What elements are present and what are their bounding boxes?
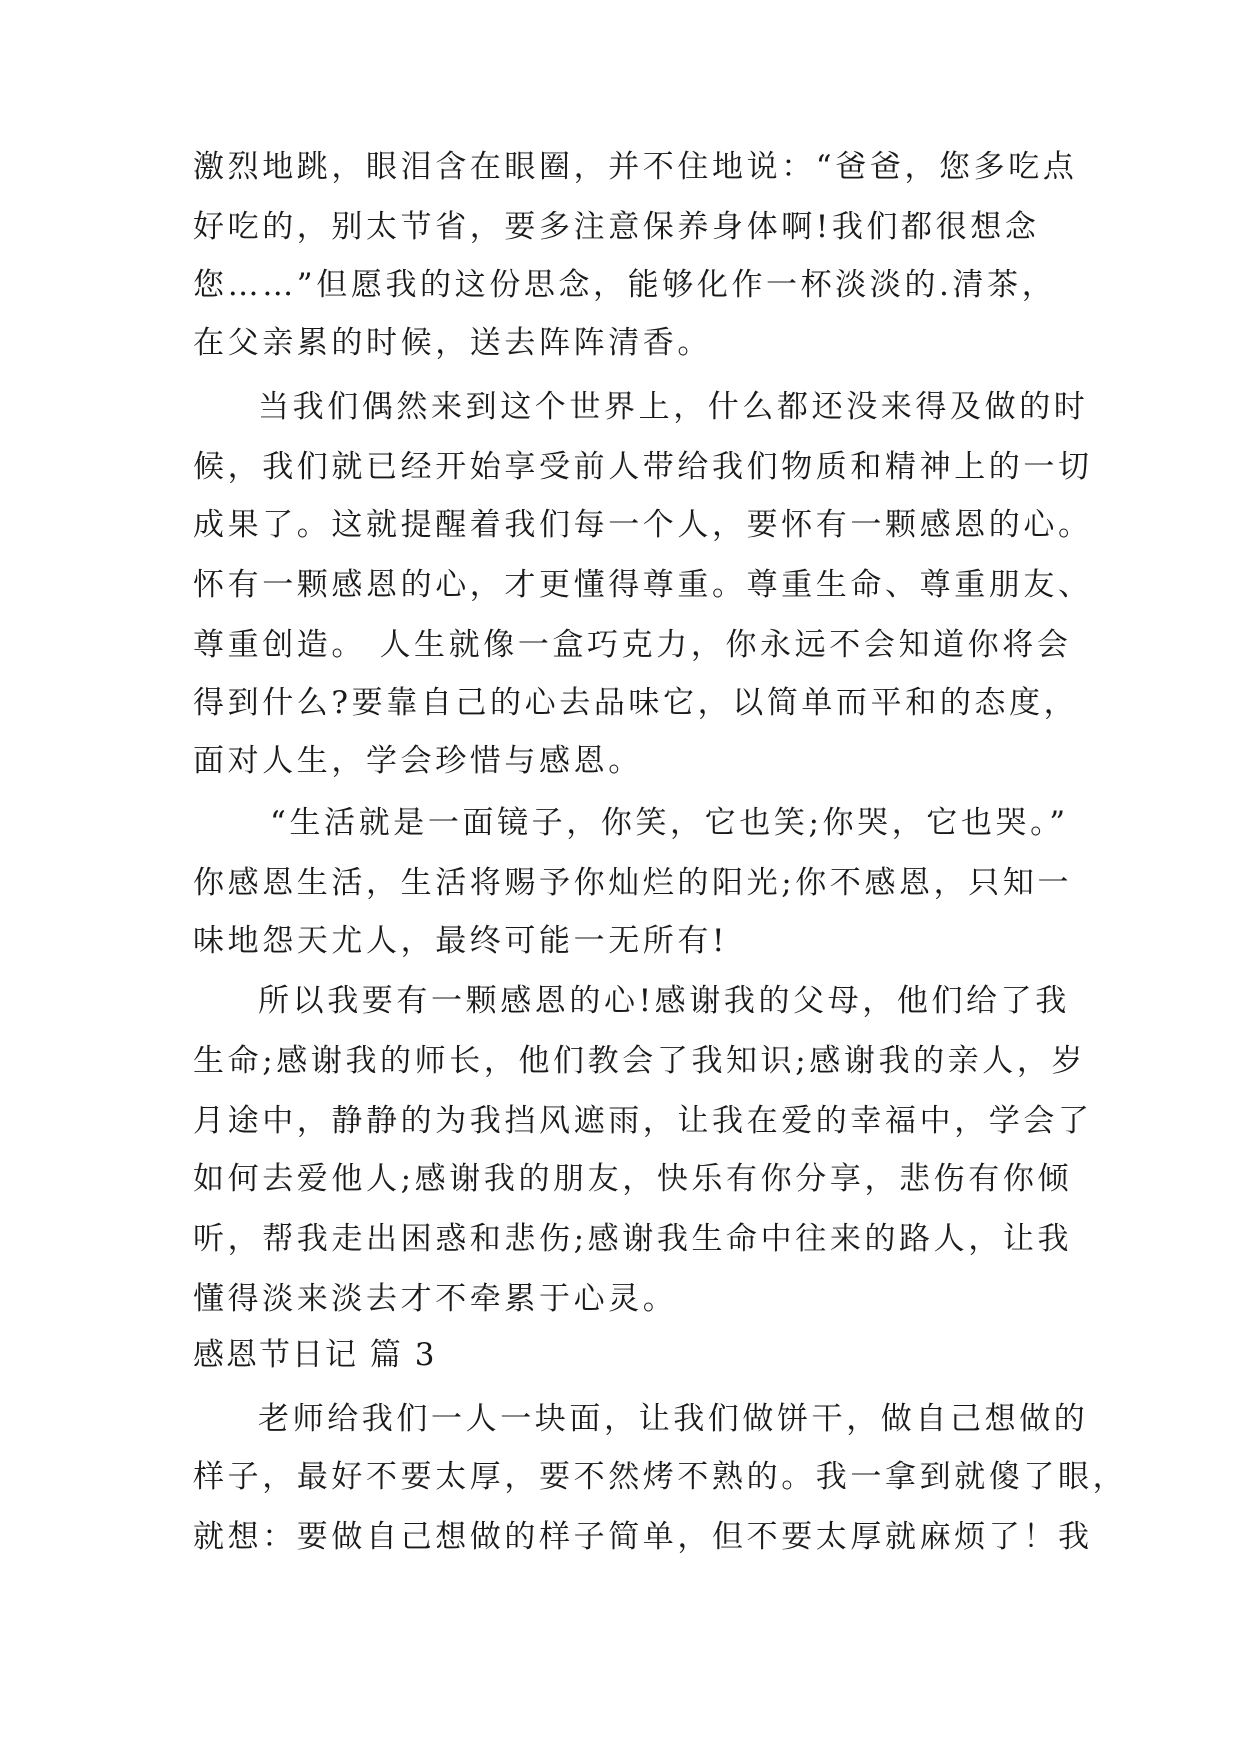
text-line: 你感恩生活，生活将赐予你灿烂的阳光;你不感恩，只知一 (193, 865, 1073, 901)
text-line: 月途中，静静的为我挡风遮雨，让我在爱的幸福中，学会了 (193, 1103, 1093, 1139)
text-line: 怀有一颗感恩的心，才更懂得尊重。尊重生命、尊重朋友、 (193, 567, 1093, 603)
paragraph-first-line: 当我们偶然来到这个世界上，什么都还没来得及做的时 (258, 389, 1089, 425)
text-line: 得到什么?要靠自己的心去品味它，以简单而平和的态度， (193, 685, 1079, 721)
text-line: 候，我们就已经开始享受前人带给我们物质和精神上的一切 (193, 449, 1093, 485)
text-line: 味地怨天尤人，最终可能一无所有! (193, 923, 729, 959)
text-line: 听，帮我走出困惑和悲伤;感谢我生命中往来的路人，让我 (193, 1221, 1073, 1257)
section-heading: 感恩节日记 篇 3 (193, 1337, 437, 1373)
text-line: 在父亲累的时候，送去阵阵清香。 (193, 325, 712, 361)
text-line: 好吃的，别太节省，要多注意保养身体啊!我们都很想念 (193, 209, 1040, 245)
text-line: 样子，最好不要太厚，要不然烤不熟的。我一拿到就傻了眼， (193, 1459, 1128, 1495)
text-line: 您……”但愿我的这份思念，能够化作一杯淡淡的.清茶， (193, 267, 1057, 303)
text-line: 尊重创造。 人生就像一盒巧克力，你永远不会知道你将会 (193, 627, 1072, 663)
text-line: 懂得淡来淡去才不牵累于心灵。 (193, 1281, 678, 1317)
paragraph-first-line: 老师给我们一人一块面，让我们做饼干，做自己想做的 (258, 1401, 1089, 1437)
text-line: 如何去爱他人;感谢我的朋友，快乐有你分享，悲伤有你倾 (193, 1161, 1073, 1197)
text-line: 就想：要做自己想做的样子简单，但不要太厚就麻烦了！我 (193, 1519, 1093, 1555)
paragraph-first-line: “生活就是一面镜子，你笑，它也笑;你哭，它也哭。” (270, 805, 1069, 841)
text-line: 面对人生，学会珍惜与感恩。 (193, 743, 643, 779)
text-line: 激烈地跳，眼泪含在眼圈，并不住地说：“爸爸，您多吃点 (193, 149, 1078, 185)
paragraph-first-line: 所以我要有一颗感恩的心!感谢我的父母，他们给了我 (258, 983, 1070, 1019)
text-line: 生命;感谢我的师长，他们教会了我知识;感谢我的亲人，岁 (193, 1043, 1087, 1079)
text-line: 成果了。这就提醒着我们每一个人，要怀有一颗感恩的心。 (193, 507, 1093, 543)
